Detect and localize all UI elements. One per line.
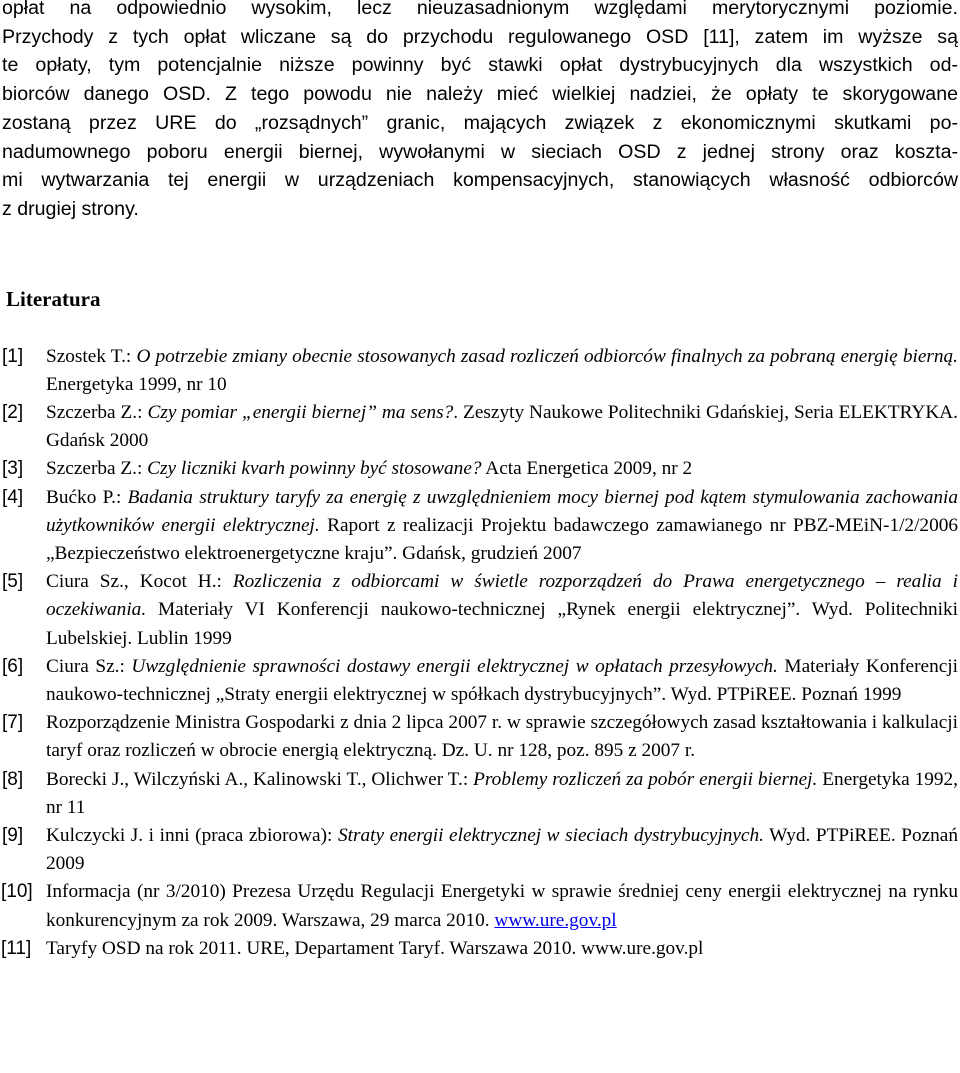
- reference-source: Materiały VI Konferencji naukowo-technicznej „Rynek energii elektrycznej”. Wyd. Politechniki Lubelskiej. Lublin 1999: [46, 599, 958, 649]
- reference-source: Materiały Konferencji naukowo-technicznej „Straty energii elektrycznej w spółkach dystrybucyjnych”. Wyd. PTPiREE. Poznań 1999: [46, 655, 958, 706]
- reference-number: [11]: [1, 937, 32, 959]
- body-line: biorców danego OSD. Z tego powodu nie należy mieć wielkiej nadziei, że opłaty te skorygowane: [2, 83, 958, 106]
- reference-item: [2, 709, 958, 765]
- reference-authors: Kulczycki J. i inni (praca zbiorowa):: [46, 825, 338, 847]
- reference-item: [2, 343, 958, 399]
- section-heading: Literatura: [6, 286, 101, 311]
- reference-source: Energetyka 1999, nr 10: [46, 373, 227, 395]
- body-line: Przychody z tych opłat wliczane są do przychodu regulowanego OSD [11], zatem im wyższe są: [2, 25, 958, 48]
- reference-source: . Zeszyty Naukowe Politechniki Gdańskiej, Seria ELEKTRYKA. Gdańsk 2000: [46, 402, 958, 452]
- reference-list: [2, 343, 958, 963]
- reference-item: [2, 484, 958, 569]
- reference-title: Problemy rozliczeń za pobór energii biernej.: [473, 768, 818, 790]
- reference-text: Informacja (nr 3/2010) Prezesa Urzędu Regulacji Energetyki w sprawie średniej ceny energii elektrycznej na rynku konkurencyjnym za rok 2009. Warszawa, 29 marca 2010.: [46, 881, 958, 931]
- reference-source: Acta Energetica 2009, nr 2: [481, 458, 693, 480]
- reference-item: [2, 766, 958, 822]
- reference-text: Taryfy OSD na rok 2011. URE, Departament Taryf. Warszawa 2010. www.ure.gov.pl: [46, 937, 704, 959]
- reference-authors: Szczerba Z.:: [46, 402, 148, 424]
- reference-source: Energetyka 1992, nr 11: [46, 768, 959, 818]
- reference-number: [9]: [2, 825, 24, 847]
- reference-authors: Szczerba Z.:: [46, 458, 148, 480]
- reference-number: [7]: [2, 712, 24, 734]
- reference-title: Czy pomiar „energii biernej” ma sens?: [147, 402, 454, 424]
- reference-authors: Borecki J., Wilczyński A., Kalinowski T., Olichwer T.:: [46, 768, 474, 790]
- reference-item: [2, 455, 958, 483]
- reference-text: Rozporządzenie Ministra Gospodarki z dnia 2 lipca 2007 r. w sprawie szczegółowych zasad kształtowania i kalkulacji taryf oraz rozliczeń w obrocie energią elektryczną. Dz. U. nr 128, poz. 895 z 2007 r.: [46, 712, 958, 762]
- reference-number: [5]: [2, 571, 24, 593]
- body-paragraph: [2, 0, 958, 224]
- reference-title: Badania struktury taryfy za energię z uwzględnieniem mocy biernej pod kątem stymulowania zachowania użytkowników energii elektrycznej.: [46, 486, 958, 536]
- reference-link[interactable]: www.ure.gov.pl: [494, 909, 617, 931]
- body-line: opłat na odpowiednio wysokim, lecz nieuzasadnionym względami merytorycznymi poziomie.: [2, 0, 958, 19]
- reference-source: Raport z realizacji Projektu badawczego zamawianego nr PBZ-MEiN-1/2/2006 „Bezpieczeństwo elektroenergetyczne kraju”. Gdańsk, grudzień 2007: [46, 514, 958, 565]
- body-line: mi wytwarzania tej energii w urządzeniach kompensacyjnych, stanowiących własność odbiorców: [2, 169, 958, 192]
- reference-item: [2, 878, 958, 934]
- reference-number: [8]: [2, 768, 24, 790]
- reference-title: Straty energii elektrycznej w sieciach dystrybucyjnych.: [337, 825, 764, 847]
- body-line: nadumownego poboru energii biernej, wywołanymi w sieciach OSD z jednej strony oraz koszta-: [2, 140, 958, 163]
- body-line: te opłaty, tym potencjalnie niższe powinny być stawki opłat dystrybucyjnych dla wszystkich od-: [2, 54, 958, 77]
- reference-title: O potrzebie zmiany obecnie stosowanych zasad rozliczeń odbiorców finalnych za pobraną energię bierną.: [136, 345, 959, 367]
- reference-number: [1]: [2, 345, 24, 367]
- reference-source: Wyd. PTPiREE. Poznań 2009: [46, 825, 958, 875]
- reference-authors: Bućko P.:: [46, 486, 128, 508]
- reference-authors: Szostek T.:: [46, 345, 137, 367]
- reference-item: [2, 935, 958, 963]
- reference-number: [4]: [2, 486, 24, 508]
- reference-item: [2, 568, 958, 653]
- reference-title: Uwzględnienie sprawności dostawy energii elektrycznej w opłatach przesyłowych.: [131, 655, 778, 677]
- reference-number: [3]: [2, 458, 24, 480]
- reference-authors: Ciura Sz., Kocot H.:: [46, 571, 233, 593]
- body-line: zostaną przez URE do „rozsądnych” granic, mających związek z ekonomicznymi skutkami po-: [2, 111, 958, 134]
- reference-number: [2]: [2, 402, 24, 424]
- reference-number: [10]: [1, 881, 33, 903]
- body-line: z drugiej strony.: [2, 197, 139, 220]
- reference-title: Rozliczenia z odbiorcami w świetle rozporządzeń do Prawa energetycznego – realia i oczekiwania.: [46, 571, 958, 621]
- reference-title: Czy liczniki kvarh powinny być stosowane?: [147, 458, 482, 480]
- reference-authors: Ciura Sz.:: [46, 655, 132, 677]
- reference-number: [6]: [2, 655, 24, 677]
- reference-item: [2, 653, 958, 709]
- reference-item: [2, 399, 958, 455]
- reference-item: [2, 822, 958, 878]
